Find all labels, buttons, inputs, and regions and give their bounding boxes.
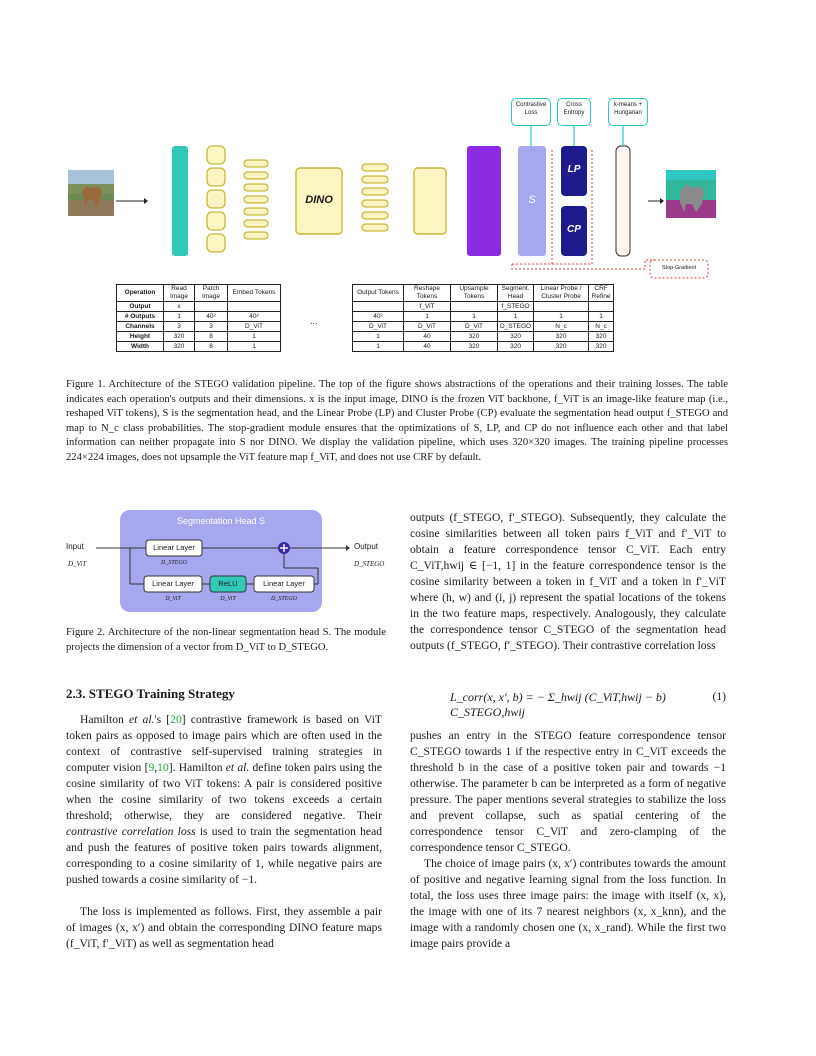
table-cell: 320 <box>164 332 195 342</box>
table-cell: 40² <box>195 312 228 322</box>
table-header: Linear Probe / Cluster Probe <box>534 285 589 302</box>
table-cell: 320 <box>451 332 498 342</box>
stop-gradient-label: Stop-Gradient <box>661 265 697 271</box>
table-row <box>117 322 281 332</box>
embed-tokens <box>244 160 268 239</box>
ops-table-right <box>352 284 614 352</box>
table-cell: D_ViT <box>404 322 451 332</box>
row-label: Output <box>117 302 164 312</box>
table-row <box>117 312 281 322</box>
row-label: Channels <box>117 322 164 332</box>
table-cell: 40² <box>353 312 404 322</box>
table-cell: 40 <box>404 332 451 342</box>
table-row <box>353 302 614 312</box>
table-cell: 1 <box>228 342 281 352</box>
citation-link[interactable]: 10 <box>157 761 169 774</box>
table-header: Segment. Head <box>498 285 534 302</box>
reshape-block <box>414 168 446 234</box>
table-header-row <box>353 285 614 302</box>
upsample-block <box>467 146 501 256</box>
table-cell: 8 <box>195 342 228 352</box>
table-header: Upsample Tokens <box>451 285 498 302</box>
patch-tokens <box>207 146 225 252</box>
table-cell: 1 <box>228 332 281 342</box>
table-cell: N_c <box>589 322 614 332</box>
table-cell: 320 <box>164 342 195 352</box>
equation-1 <box>410 684 726 719</box>
table-header: Embed Tokens <box>228 285 281 302</box>
text: ]. Hamilton <box>168 761 226 774</box>
table-row <box>353 322 614 332</box>
linear-layer-2-label: Linear Layer <box>152 579 194 588</box>
table-cell: x <box>164 302 195 312</box>
s-label: S <box>528 194 536 206</box>
table-cell: 3 <box>164 322 195 332</box>
output-label: Output <box>354 542 379 551</box>
table-header: Patch Image <box>195 285 228 302</box>
output-tokens <box>362 164 388 231</box>
table-cell: 1 <box>589 312 614 322</box>
table-cell: 1 <box>404 312 451 322</box>
row-label: # Outputs <box>117 312 164 322</box>
head-title: Segmentation Head S <box>176 516 266 526</box>
figure-2-caption: Figure 2. Architecture of the non-linear segmentation head S. The module projects the dimension of a vector from D_ViT to D_STEGO. <box>66 627 386 653</box>
table-cell: D_ViT <box>451 322 498 332</box>
table-cell: f_STEGO <box>498 302 534 312</box>
table-row <box>353 332 614 342</box>
table-cell <box>589 302 614 312</box>
text: Hamilton <box>80 713 129 726</box>
dim-a: D_ViT <box>165 596 181 602</box>
text: et al. <box>225 761 250 774</box>
paragraph-right-2: pushes an entry in the STEGO feature correspondence tensor C_STEGO towards 1 if the respective entry in C_ViT exceeds the threshold b in the case of a positive token pair and towards −1 otherwise. The parameter b can be interpreted as a form of negative pressure. The paper mentions several strategies to stabilize the loss and prevent collapse, such as spatial centering of the correspondence tensor C_ViT and zero-clamping of the correspondence tensor C_STEGO. <box>410 729 726 854</box>
table-cell <box>534 302 589 312</box>
table-cell: 320 <box>498 332 534 342</box>
table-row <box>117 302 281 312</box>
table-cell: D_ViT <box>228 322 281 332</box>
read-image-block <box>172 146 188 256</box>
table-cell: 320 <box>534 332 589 342</box>
row-label: Width <box>117 342 164 352</box>
linear-layer-3-label: Linear Layer <box>263 579 305 588</box>
text: 's [ <box>154 713 171 726</box>
table-cell: 1 <box>353 332 404 342</box>
table-cell: 8 <box>195 332 228 342</box>
table-cell: 320 <box>534 342 589 352</box>
output-segmentation <box>666 170 716 218</box>
text: is used to train the segmentation head and push the features of positive token pairs towards alignment, corresponding to a cosine similarity of 1, while negative pairs are pushed towards a cosine similarity of −1. <box>66 825 383 886</box>
row-label: Height <box>117 332 164 342</box>
table-cell <box>195 302 228 312</box>
table-cell: 1 <box>534 312 589 322</box>
table-header: Output Tokens <box>353 285 404 302</box>
table-ellipsis: ... <box>310 316 318 326</box>
relu-label: ReLU <box>218 579 238 588</box>
text: contrastive correlation loss <box>66 825 196 838</box>
dim-b: D_ViT <box>220 596 236 602</box>
lp-label: LP <box>567 164 581 175</box>
cp-label: CP <box>567 224 581 235</box>
citation-link[interactable]: 9 <box>148 761 155 774</box>
table-header: CRF Refine <box>589 285 614 302</box>
linear-layer-1-label: Linear Layer <box>153 543 195 552</box>
paragraph-1: Hamilton et al.'s [20] contrastive framework is based on ViT token pairs as opposed to image pairs which are often used in the context of contrastive self-supervised training strategies in computer vision [9,10]. Hamilton et al. define token pairs using the cosine similarity of two ViT tokens: A pair is considered positive when the cosine similarity of two tokens exceeds a certain threshold; otherwise, they are considered negative. Their contrastive correlation loss is used to train the segmentation head and push the features of positive token pairs towards alignment, corresponding to a cosine similarity of 1, while negative pairs are pushed towards a cosine similarity of −1. <box>66 713 383 886</box>
figure-1-caption: Figure 1. Architecture of the STEGO validation pipeline. The top of the figure shows abstractions of the operations and their training losses. The table indicates each operation's outputs and their dimensions. x is the input image, DINO is the frozen ViT backbone, f_ViT is an image-like feature map (i.e., reshaped ViT tokens), S is the segmentation head, and the Linear Probe (LP) and Cluster Probe (CP) evaluate the segmentation head output f_STEGO and map to N_c class probabilities. The stop-gradient module ensures that the optimizations of S, LP, and CP do not influence each other and that label information can neither propagate into S nor DINO. We display the validation pipeline, which uses 320×320 images. The training pipeline processes 224×224 images, does not upsample the ViT feature map f_ViT, and does not use CRF by default. <box>66 379 728 463</box>
equation-number: (1) <box>712 690 726 703</box>
table-cell: 1 <box>451 312 498 322</box>
table-row <box>117 342 281 352</box>
table-header-row <box>117 285 281 302</box>
text: define token pairs using the cosine similarity of two ViT tokens: A pair is considered positive when the cosine similarity of two tokens exceeds a certain threshold; otherwise, they are considered negative. Their <box>66 761 382 822</box>
table-header: Operation <box>117 285 164 302</box>
kmeans-box <box>608 98 648 126</box>
citation-link[interactable]: 20 <box>170 713 182 726</box>
table-cell: 40 <box>404 342 451 352</box>
figure-2 <box>66 508 386 618</box>
table-header: Read Image <box>164 285 195 302</box>
table-cell: 3 <box>195 322 228 332</box>
contrastive-loss-label: Contrastive Loss <box>515 102 547 116</box>
input-image <box>68 170 114 216</box>
table-cell <box>353 302 404 312</box>
paragraph-2: The loss is implemented as follows. First, they assemble a pair of images (x, x′) and obtain the corresponding DINO feature maps (f_ViT, f′_ViT) as well as segmentation head <box>66 905 382 950</box>
dim-c: D_STEGO <box>270 596 297 602</box>
table-cell: 320 <box>498 342 534 352</box>
table-cell: 1 <box>498 312 534 322</box>
table-cell <box>451 302 498 312</box>
equation-text: L_corr(x, x′, b) = − Σ_hwij (C_ViT,hwij − b) C_STEGO,hwij <box>450 690 666 719</box>
figure-1 <box>60 88 760 378</box>
paragraph-right-1: outputs (f_STEGO, f′_STEGO). Subsequently, they calculate the cosine similarities between all token pairs f_ViT and f′_ViT to obtain a feature correspondence tensor C_ViT. Each entry C_ViT,hwij ∈ [−1, 1] in the feature correspondence tensor is the cosine similarity between a token in f_ViT and a token in f′_ViT where (h, w) and (i, j) represent the spatial locations of the tokens in the two feature maps, respectively. Analogously, they calculate the correspondence tensor C_STEGO of the segmentation head outputs (f_STEGO, f′_STEGO). Their contrastive correlation loss <box>410 511 726 652</box>
kmeans-label: k-means + Hungarian <box>613 102 643 116</box>
table-row <box>353 342 614 352</box>
contrastive-loss-box <box>511 98 551 126</box>
table-cell <box>228 302 281 312</box>
section-heading: 2.3. STEGO Training Strategy <box>66 686 235 701</box>
cross-entropy-label: Cross Entropy <box>563 102 585 116</box>
table-row <box>117 332 281 342</box>
text: et al. <box>129 713 155 726</box>
input-label: Input <box>66 542 84 551</box>
cross-entropy-box <box>557 98 591 126</box>
paragraph-right-3: The choice of image pairs (x, x′) contributes towards the amount of positive and negative learning signal from the loss function. In total, the loss uses three image pairs: the image with itself (x, x), the image with one of its 7 nearest neighbors (x, x_knn), and the image with a randomly chosen one (x, x_rand). While the first two image pairs provide a <box>410 857 726 950</box>
table-cell: 1 <box>353 342 404 352</box>
table-cell: D_STEGO <box>498 322 534 332</box>
table-cell: 320 <box>451 342 498 352</box>
input-dim: D_ViT <box>68 560 87 568</box>
table-cell: 320 <box>589 332 614 342</box>
table-cell: f_ViT <box>404 302 451 312</box>
output-dim: D_STEGO <box>354 560 385 568</box>
linear-layer-1-dim: D_STEGO <box>160 560 187 566</box>
dino-label: DINO <box>305 194 333 206</box>
table-row <box>353 312 614 322</box>
ops-table-left <box>116 284 281 352</box>
table-cell: D_ViT <box>353 322 404 332</box>
text: ] contrastive framework is based on ViT token pairs as opposed to image pairs which are often used in the context of contrastive self-supervised training strategies in computer vision [ <box>66 713 382 774</box>
table-cell: 1 <box>164 312 195 322</box>
table-header: Reshape Tokens <box>404 285 451 302</box>
table-cell: 40² <box>228 312 281 322</box>
table-cell: N_c <box>534 322 589 332</box>
table-cell: 320 <box>589 342 614 352</box>
crf-block <box>616 146 630 256</box>
